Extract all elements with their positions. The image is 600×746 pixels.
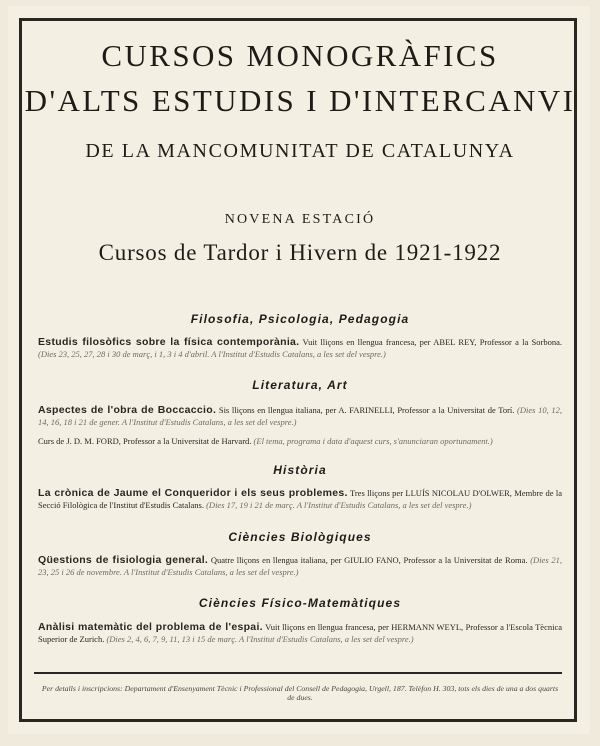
section-heading-literatura: Literatura, Art — [252, 378, 348, 392]
entry-dates: (Dies 23, 25, 27, 28 i 30 de març, i 1, 3 i 4 d'abril. A l'Institut d'Estudis Catalans, a les set del vespre.) — [38, 348, 386, 359]
entry-rey — [38, 337, 562, 360]
entry-dates: (Dies 2, 4, 6, 7, 9, 11, 13 i 15 de març. A l'Institut d'Estudis Catalans, a les set del vespre.) — [104, 633, 414, 644]
entry-title: Aspectes de l'obra de Boccaccio. — [38, 404, 217, 416]
estacio-label: NOVENA ESTACIÓ — [224, 212, 376, 227]
cursos-title: Cursos de Tardor i Hivern de 1921-1922 — [98, 240, 502, 265]
footer-note: Per detalls i inscripcions: Departament d'Ensenyament Tècnic i Professional del Consell de Pedagogia, Urgell, 187. Telèfon H. 303, tots els dies de una a dos quarts de dues. — [41, 684, 559, 702]
entry-ford — [38, 436, 562, 448]
footer-divider — [34, 672, 562, 674]
entry-text: Vuit lliçons en llengua francesa, per ABEL REY, Professor a la Sorbona. — [299, 337, 562, 347]
poster-frame — [19, 18, 577, 722]
entry-weyl — [38, 622, 562, 645]
section-heading-filosofia: Filosofia, Psicologia, Pedagogia — [190, 312, 410, 326]
entry-dates: (Dies 10, 12, 14, 16, 18 i 21 de gener. A l'Institut d'Estudis Catalans, a les set del vespre.) — [38, 405, 562, 427]
section-heading-historia: Història — [273, 463, 327, 477]
entry-text: Vuit lliçons en llengua francesa, per HERMANN WEYL, Professor a l'Escola Tècnica Superior de Zurich. — [38, 622, 563, 644]
section-heading-biologiques: Ciències Biològiques — [228, 530, 372, 544]
entry-text: Quatre lliçons en llengua italiana, per GIULIO FANO, Professor a la Universitat de Roma. — [208, 555, 528, 565]
title-line-3: DE LA MANCOMUNITAT DE CATALUNYA — [85, 140, 515, 162]
entry-title: Qüestions de fisiologia general. — [38, 554, 209, 566]
title-line-1: CURSOS MONOGRÀFICS — [101, 38, 499, 73]
entry-dates: (Dies 21, 23, 25 i 26 de novembre. A l'Institut d'Estudis Catalans, a les set del vespre.) — [38, 555, 562, 577]
entry-fano — [38, 555, 562, 578]
entry-farinelli — [38, 405, 562, 428]
entry-title: La crònica de Jaume el Conqueridor i els seus problemes. — [38, 487, 348, 499]
entry-dates: (El tema, programa i data d'aquest curs, s'anunciaran oportunament.) — [251, 436, 493, 446]
entry-title: Anàlisi matemàtic del problema de l'espai. — [38, 621, 263, 633]
entry-dates: (Dies 17, 19 i 21 de març. A l'Institut d'Estudis Catalans, a les set del vespre.) — [203, 499, 472, 510]
entry-text: Sis lliçons en llengua italiana, per A. FARINELLI, Professor a la Universitat de Torí. — [216, 405, 515, 415]
entry-text: Curs de J. D. M. FORD, Professor a la Universitat de Harvard. — [38, 436, 252, 446]
title-line-2: D'ALTS ESTUDIS I D'INTERCANVI — [24, 83, 576, 118]
entry-olwer — [38, 488, 562, 511]
section-heading-fisico-matematiques: Ciències Físico-Matemàtiques — [198, 596, 402, 610]
entry-title: Estudis filosòfics sobre la física contemporània. — [38, 336, 300, 348]
entry-text: Tres lliçons per LLUÍS NICOLAU D'OLWER, Membre de la Secció Filològica de l'Institut d'Estudis Catalans. — [38, 488, 562, 510]
